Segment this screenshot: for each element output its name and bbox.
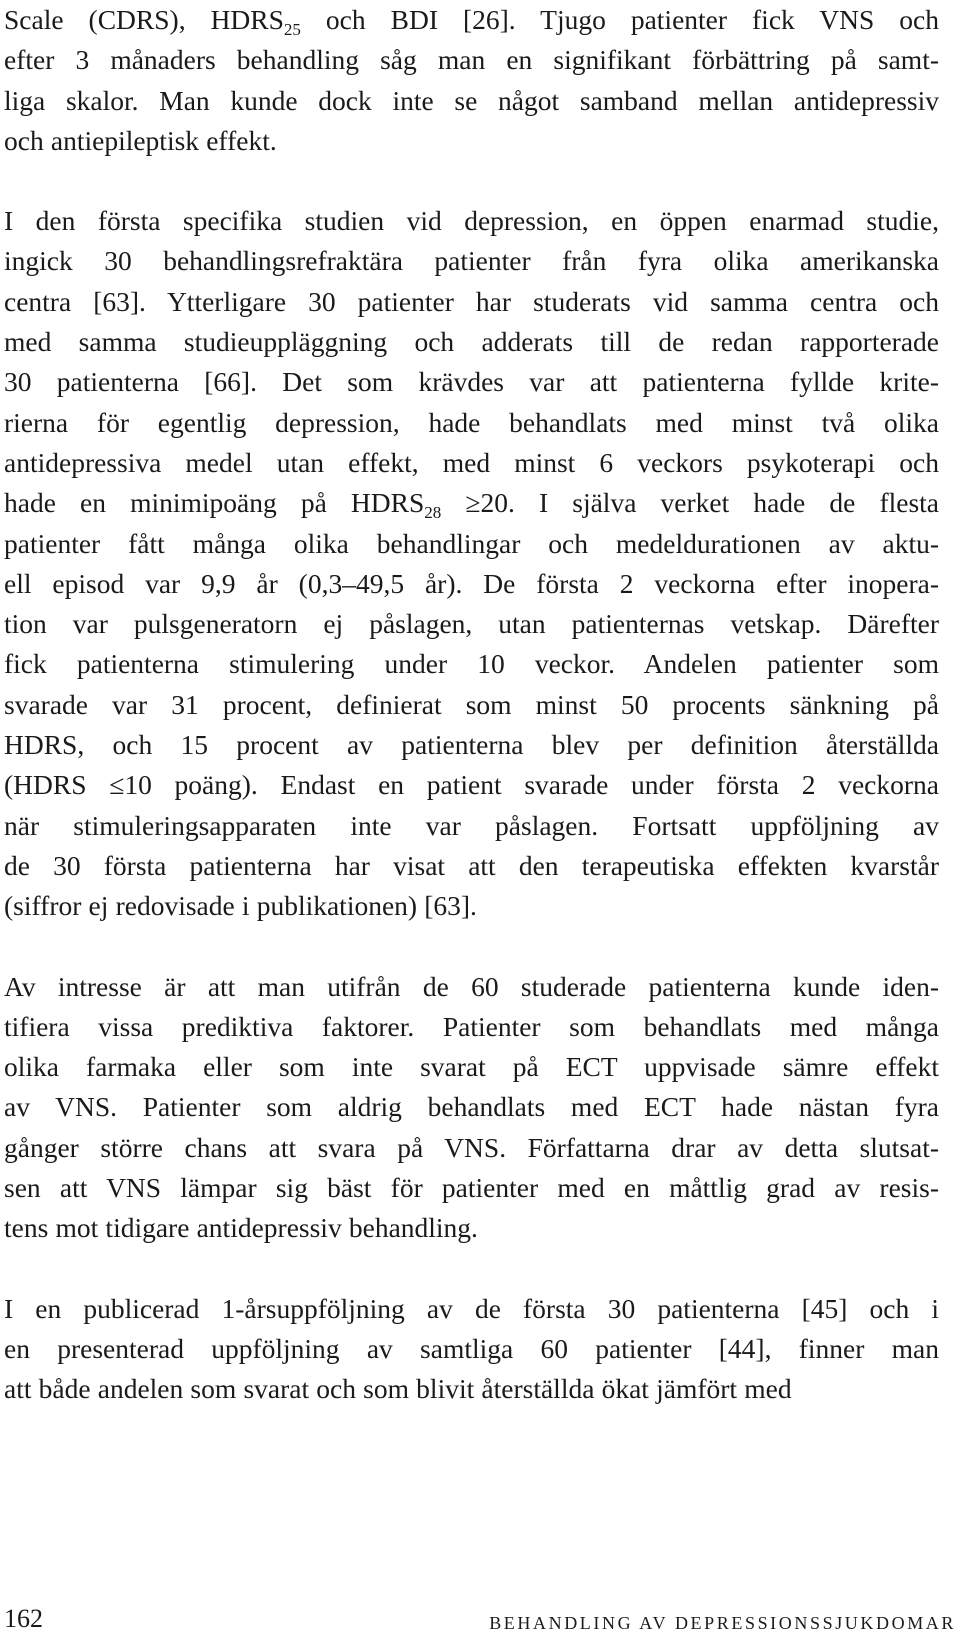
paragraph-gap — [4, 161, 939, 201]
text-line: ell episod var 9,9 år (0,3–49,5 år). De första 2 veckorna efter inopera- — [4, 567, 939, 599]
page-number: 162 — [4, 1604, 43, 1633]
text-line: tifiera vissa prediktiva faktorer. Patienter som behandlats med många — [4, 1010, 939, 1042]
text-line: I en publicerad 1-årsuppföljning av de första 30 patienterna [45] och i — [4, 1292, 939, 1324]
paragraph — [4, 0, 939, 161]
text-line: rierna för egentlig depression, hade behandlats med minst två olika — [4, 406, 939, 438]
text-line: I den första specifika studien vid depression, en öppen enarmad studie, — [4, 205, 939, 237]
text-line: ingick 30 behandlingsrefraktära patienter från fyra olika amerikanska — [4, 245, 939, 277]
text-line: patienter fått många olika behandlingar och medeldurationen av aktu- — [4, 527, 939, 559]
text-line: hade en minimipoäng på $HDRS_{28} \ge 20$. I själva verket hade de flesta — [4, 487, 939, 523]
text-line: HDRS, och 15 procent av patienterna blev per definition återställda — [4, 729, 939, 761]
text-line: när stimuleringsapparaten inte var påslagen. Fortsatt uppföljning av — [4, 809, 939, 841]
text-line: med samma studieuppläggning och adderats till de redan rapporterade — [4, 326, 939, 358]
paragraph-gap — [4, 927, 939, 967]
text-line: och antiepileptisk effekt. — [4, 124, 277, 156]
text-line: av VNS. Patienter som aldrig behandlats med ECT hade nästan fyra — [4, 1091, 939, 1123]
text-line: centra [63]. Ytterligare 30 patienter har studerats vid samma centra och — [4, 285, 939, 317]
text-line: liga skalor. Man kunde dock inte se något samband mellan antidepressiv — [4, 84, 939, 116]
text-line: (HDRS ≤10 poäng). Endast en patient svarade under första 2 veckorna — [4, 769, 939, 801]
text-line: svarade var 31 procent, definierat som minst 50 procents sänkning på — [4, 688, 939, 720]
text-line: olika farmaka eller som inte svarat på ECT uppvisade sämre effekt — [4, 1051, 939, 1083]
text-line: sen att VNS lämpar sig bäst för patienter med en måttlig grad av resis- — [4, 1172, 939, 1204]
paragraph-gap — [4, 1249, 939, 1289]
text-line: tens mot tidigare antidepressiv behandling. — [4, 1212, 478, 1244]
body-text — [4, 0, 939, 1410]
text-line: antidepressiva medel utan effekt, med minst 6 veckors psykoterapi och — [4, 446, 939, 478]
running-head: BEHANDLING AV DEPRESSIONSSJUKDOMAR — [489, 1613, 956, 1633]
text-line: att både andelen som svarat och som blivit återställda ökat jämfört med — [4, 1373, 792, 1405]
subscript: 25 — [283, 20, 301, 39]
text-line: de 30 första patienterna har visat att den terapeutiska effekten kvarstår — [4, 849, 939, 881]
paragraph — [4, 1289, 939, 1410]
text-line: efter 3 månaders behandling såg man en signifikant förbättring på samt- — [4, 44, 939, 76]
text-line: Scale (CDRS), $HDRS_{25}$ och BDI [26]. Tjugo patienter fick VNS och — [4, 4, 939, 39]
text-line: fick patienterna stimulering under 10 veckor. Andelen patienter som — [4, 648, 939, 680]
paragraph — [4, 201, 939, 926]
text-line: Av intresse är att man utifrån de 60 studerade patienterna kunde iden- — [4, 970, 939, 1002]
paragraph — [4, 967, 939, 1249]
text-line: 30 patienterna [66]. Det som krävdes var att patienterna fyllde krite- — [4, 366, 939, 398]
text-line: en presenterad uppföljning av samtliga 60 patienter [44], finner man — [4, 1332, 939, 1364]
subscript: 28 — [424, 503, 442, 523]
text-line: gånger större chans att svara på VNS. Författarna drar av detta slutsat- — [4, 1131, 939, 1163]
text-line: (siffror ej redovisade i publikationen) [63]. — [4, 890, 477, 922]
text-line: tion var pulsgeneratorn ej påslagen, utan patienternas vetskap. Därefter — [4, 608, 939, 640]
